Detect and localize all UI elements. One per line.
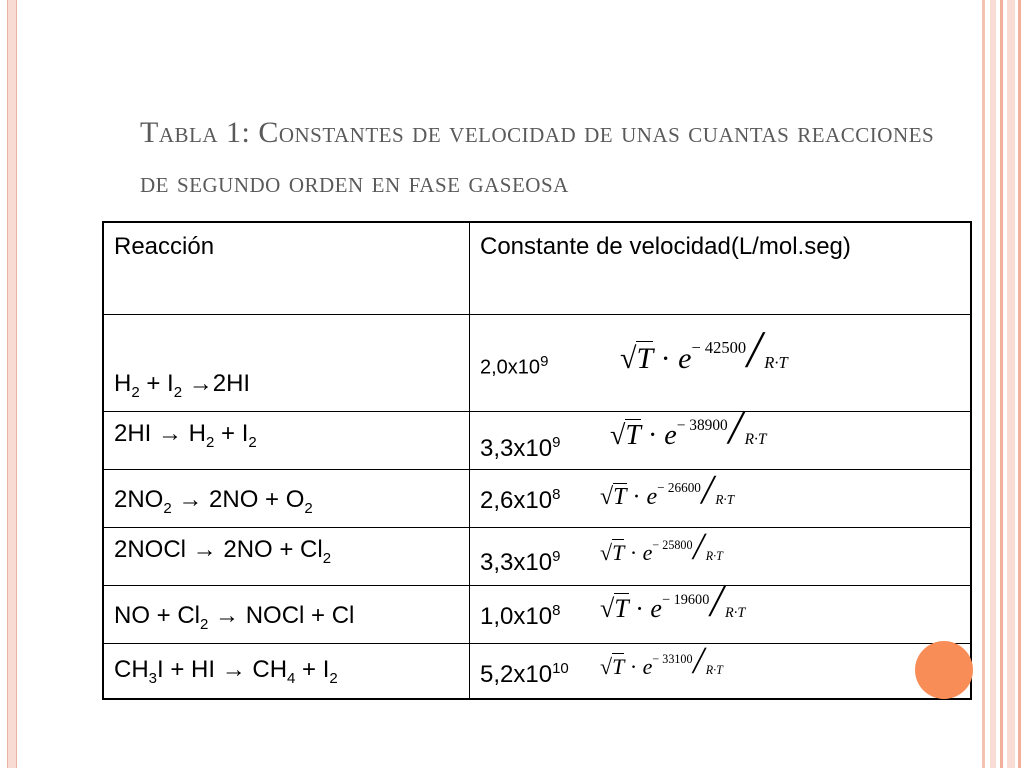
rate-value — [480, 434, 560, 463]
formula-dot: · — [640, 419, 665, 451]
reaction-text: → 2NO + O — [171, 485, 305, 513]
formula-T: T — [636, 341, 654, 375]
rate-exponent: 9 — [552, 547, 561, 565]
formula-denominator: R·T — [705, 663, 723, 678]
reaction-subscript: 2 — [322, 549, 332, 567]
table-row — [103, 585, 971, 643]
slide-title: Tabla 1: Constantes de velocidad de unas cuantas reacciones de segundo orden en fase gaseosa — [140, 116, 935, 199]
formula-denominator: R·T — [725, 605, 746, 622]
rate-value — [480, 602, 560, 631]
right-frame-border — [976, 0, 1024, 768]
sqrt-symbol: √ — [620, 341, 637, 375]
rate-exponent: 8 — [552, 601, 561, 619]
reaction-text: 2NOCl → 2NO + Cl — [114, 535, 323, 563]
formula-T: T — [625, 419, 641, 451]
rate-exponent: 9 — [540, 352, 549, 370]
rate-value — [480, 548, 560, 577]
table-row — [103, 411, 971, 469]
formula-slash: ╱ — [746, 334, 765, 367]
formula-dot: · — [624, 539, 643, 565]
header-rate-constant: Constante de velocidad(L/mol.seg) — [470, 222, 972, 314]
formula-slash: ╱ — [727, 412, 745, 444]
reaction-text: I + HI → CH — [157, 655, 288, 683]
rate-exponent: 10 — [552, 659, 569, 677]
rate-exponent: 9 — [552, 433, 561, 451]
reaction-subscript: 2 — [304, 499, 313, 517]
table-row — [103, 643, 971, 699]
rate-value — [480, 660, 569, 689]
table-row — [103, 314, 971, 411]
rate-cell — [470, 527, 972, 585]
decorative-circle — [915, 641, 973, 699]
formula-exponent: − 25800 — [652, 537, 693, 552]
table-header-row — [103, 222, 971, 314]
formula-dot: · — [624, 653, 643, 679]
rate-exponent: 8 — [552, 485, 561, 503]
reaction-subscript: 2 — [329, 669, 338, 687]
formula-e: e — [664, 419, 677, 451]
reaction-text: →2HI — [182, 369, 251, 397]
arrhenius-formula — [600, 477, 735, 511]
arrhenius-formula — [620, 334, 788, 376]
formula-exponent: − 42500 — [691, 337, 747, 357]
rate-value — [480, 353, 548, 380]
header-reaction: Reacción — [103, 222, 470, 314]
rate-cell — [470, 411, 972, 469]
rate-base: 2,6x10 — [480, 486, 553, 514]
reaction-cell — [103, 469, 470, 527]
sqrt-symbol: √ — [600, 593, 615, 623]
formula-T: T — [614, 593, 629, 623]
formula-e: e — [642, 539, 653, 565]
reaction-subscript: 4 — [287, 669, 296, 687]
table-row — [103, 527, 971, 585]
reaction-cell — [103, 643, 470, 699]
formula-denominator: R·T — [705, 549, 723, 564]
reaction-cell — [103, 585, 470, 643]
rate-base: 3,3x10 — [480, 548, 553, 576]
reaction-subscript: 2 — [206, 433, 215, 451]
reaction-text: NO + Cl — [114, 601, 201, 629]
sqrt-symbol: √ — [600, 483, 614, 510]
formula-slash: ╱ — [700, 477, 716, 504]
formula-dot: · — [628, 593, 651, 623]
formula-denominator: R·T — [764, 353, 788, 373]
rate-constants-table — [102, 221, 972, 700]
rate-cell — [470, 469, 972, 527]
rate-base: 1,0x10 — [480, 602, 553, 630]
arrhenius-formula — [600, 534, 723, 566]
left-frame-border — [7, 0, 17, 768]
sqrt-symbol: √ — [600, 653, 613, 679]
rate-base: 5,2x10 — [480, 660, 553, 688]
reaction-cell — [103, 314, 470, 411]
reaction-subscript: 3 — [148, 669, 158, 687]
reaction-subscript: 2 — [248, 433, 257, 451]
formula-exponent: − 33100 — [652, 651, 693, 666]
formula-e: e — [642, 653, 653, 679]
reaction-subscript: 2 — [163, 499, 172, 517]
reaction-text: + I — [214, 419, 249, 447]
formula-T: T — [612, 539, 625, 565]
sqrt-symbol: √ — [600, 539, 613, 565]
reaction-text: 2HI → H — [114, 419, 207, 447]
rate-value — [480, 486, 560, 515]
formula-T: T — [612, 653, 625, 679]
reaction-text: + I — [295, 655, 330, 683]
rate-base: 3,3x10 — [480, 434, 553, 462]
reaction-cell — [103, 411, 470, 469]
reaction-text: + I — [139, 369, 174, 397]
reaction-text: → NOCl + Cl — [208, 601, 355, 629]
formula-exponent: − 19600 — [661, 591, 710, 608]
table-row — [103, 469, 971, 527]
rate-cell — [470, 585, 972, 643]
rate-base: 2,0x10 — [480, 356, 541, 379]
formula-dot: · — [626, 483, 647, 510]
formula-e: e — [650, 593, 662, 623]
arrhenius-formula — [600, 587, 746, 624]
formula-e: e — [646, 483, 658, 510]
reaction-text: H — [114, 369, 132, 397]
formula-T: T — [613, 483, 627, 510]
formula-slash: ╱ — [709, 587, 726, 616]
reaction-subscript: 2 — [131, 383, 140, 401]
reaction-subscript: 2 — [200, 615, 209, 633]
rate-cell — [470, 643, 972, 699]
formula-denominator: R·T — [744, 431, 767, 449]
reaction-cell — [103, 527, 470, 585]
formula-denominator: R·T — [715, 492, 735, 508]
formula-exponent: − 38900 — [676, 416, 728, 434]
formula-e: e — [678, 341, 692, 375]
sqrt-symbol: √ — [610, 419, 626, 451]
formula-slash: ╱ — [692, 534, 706, 559]
reaction-text: CH — [114, 655, 149, 683]
reaction-text: 2NO — [114, 485, 164, 513]
arrhenius-formula — [600, 648, 723, 680]
rate-cell — [470, 314, 972, 411]
reaction-subscript: 2 — [173, 383, 183, 401]
formula-exponent: − 26600 — [657, 479, 701, 495]
arrhenius-formula — [610, 412, 767, 452]
formula-dot: · — [653, 341, 679, 375]
formula-slash: ╱ — [692, 648, 706, 673]
